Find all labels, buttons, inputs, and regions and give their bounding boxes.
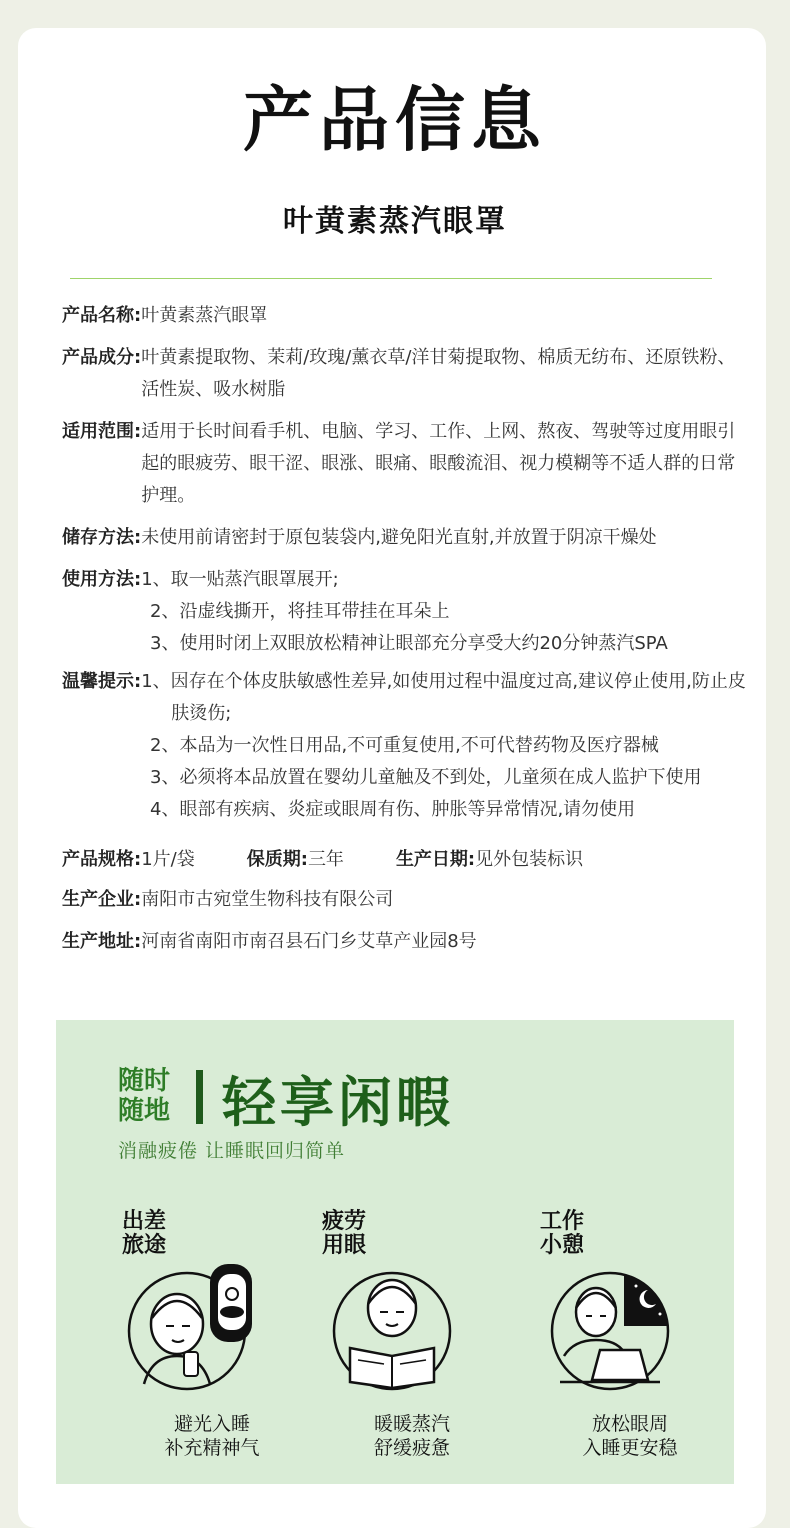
title-wrap <box>0 80 790 160</box>
scene-travel <box>112 1206 312 1476</box>
row-scope: 适用范围: 适用于长时间看手机、电脑、学习、工作、上网、熬夜、驾驶等过度用眼引起的眼疲劳、眼干涩、眼涨、眼痛、眼酸流泪、视力模糊等不适人群的日常护理。 <box>62 421 736 506</box>
person-laptop-night-icon <box>540 1256 680 1396</box>
person-reading-book-icon <box>322 1256 462 1396</box>
usage-step: 1、取一贴蒸汽眼罩展开; <box>141 569 339 590</box>
spec-row: 产品规格:1片/袋 保质期:三年 生产日期:见外包装标识 <box>62 849 584 870</box>
usage-step: 2、沿虚线撕开，将挂耳带挂在耳朵上 <box>150 601 450 622</box>
scene-caption: 放松眼周 入睡更安稳 <box>582 1413 678 1459</box>
slogan-sub: 消融疲倦 让睡眠回归简单 <box>118 1140 346 1162</box>
tip-item: 1、因存在个体皮肤敏感性差异,如使用过程中温度过高,建议停止使用,防止皮肤烫伤; <box>141 671 746 724</box>
row-company: 生产企业: 南阳市古宛堂生物科技有限公司 <box>62 889 394 910</box>
scene-tag: 工作 小憩 <box>540 1209 585 1258</box>
page-title: 产品信息 <box>235 80 555 160</box>
tip-item: 2、本品为一次性日用品,不可重复使用,不可代替药物及医疗器械 <box>150 735 659 756</box>
row-address: 生产地址: 河南省南阳市南召县石门乡艾草产业园8号 <box>62 931 477 952</box>
usage-steps: 使用方法: 1、取一贴蒸汽眼罩展开; 2、沿虚线撕开，将挂耳带挂在耳朵上 3、使用时闭上双眼放松精神让眼部充分享受大约20分钟蒸汽SPA <box>62 564 752 660</box>
slogan-small: 随时 随地 <box>118 1066 171 1126</box>
airplane-window-person-icon <box>122 1256 262 1396</box>
slogan-big: 轻享闲暇 <box>222 1071 454 1134</box>
tip-item: 3、必须将本品放置在婴幼儿童触及不到处，儿童须在成人监护下使用 <box>150 767 702 788</box>
scene-tag: 疲劳 用眼 <box>322 1209 367 1258</box>
scene-caption: 暖暖蒸汽 舒缓疲惫 <box>373 1413 450 1459</box>
warm-tips: 温馨提示: 1、因存在个体皮肤敏感性差异,如使用过程中温度过高,建议停止使用,防止皮肤烫伤; 2、本品为一次性日用品,不可重复使用,不可代替药物及医疗器械 3、必须将本品放置在婴幼儿童触及不到处，儿童须在成人监护下使用 4、眼部有疾病、炎症或眼周有伤、肿胀等异常情况,请勿使用 <box>62 666 752 826</box>
scene-work-break <box>530 1206 730 1476</box>
tip-item: 4、眼部有疾病、炎症或眼周有伤、肿胀等异常情况,请勿使用 <box>150 799 636 820</box>
product-subtitle: 叶黄素蒸汽眼罩 <box>283 204 507 239</box>
scene-caption: 避光入睡 补充精神气 <box>164 1413 260 1459</box>
row-storage: 储存方法: 未使用前请密封于原包装袋内,避免阳光直射,并放置于阴凉干燥处 <box>62 527 657 548</box>
scene-reading <box>312 1206 512 1476</box>
divider <box>70 278 712 279</box>
row-ingredients: 产品成分: 叶黄素提取物、茉莉/玫瑰/薰衣草/洋甘菊提取物、棉质无纺布、还原铁粉、活性炭、吸水树脂 <box>62 347 736 400</box>
scene-tag: 出差 旅途 <box>122 1209 167 1258</box>
row-name: 产品名称: 叶黄素蒸汽眼罩 <box>62 305 268 326</box>
slogan-bar <box>196 1070 203 1124</box>
product-info <box>62 300 752 968</box>
usage-step: 3、使用时闭上双眼放松精神让眼部充分享受大约20分钟蒸汽SPA <box>150 633 668 654</box>
usage-scenes-banner <box>56 1020 734 1484</box>
